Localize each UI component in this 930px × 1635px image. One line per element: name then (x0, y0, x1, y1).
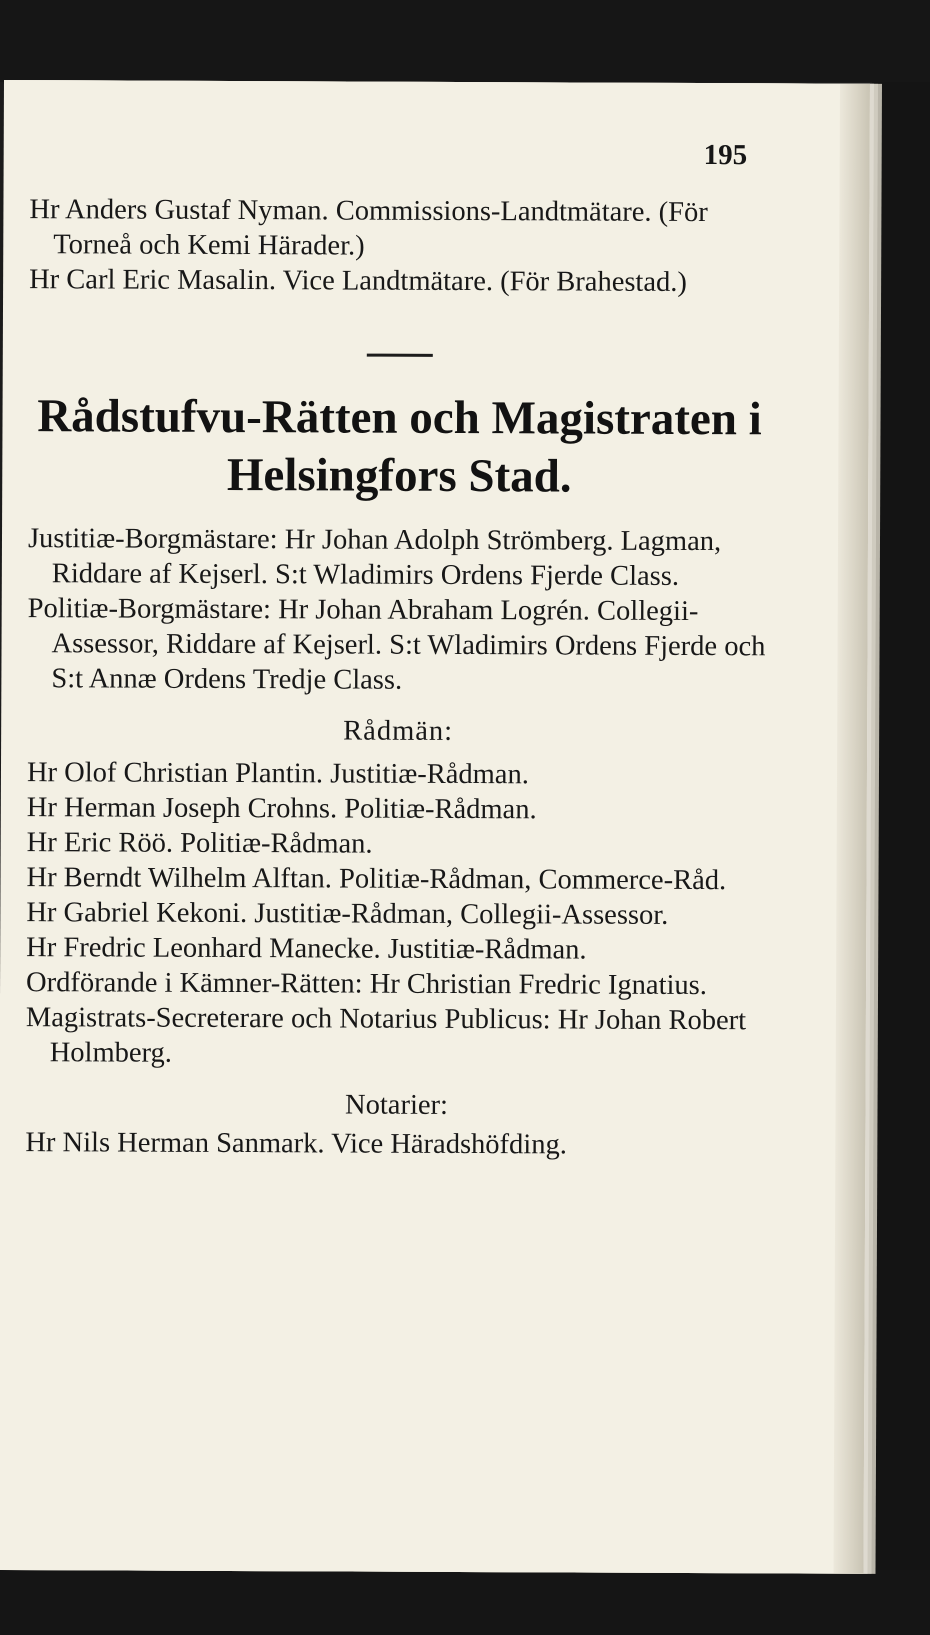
official-entry: Politiæ-Borgmästare: Hr Johan Abraham Logrén. Collegii-Assessor, Riddare af Kejserl. S:t Wladimirs Ordens Fjerde och S:t Annæ Ordens Tredje Class. (27, 593, 766, 696)
radman-entry: Hr Olof Christian Plantin. Justitiæ-Rådman. (26, 757, 529, 791)
radman-entry: Hr Herman Joseph Crohns. Politiæ-Rådman. (26, 792, 537, 826)
page-text (25, 192, 771, 1163)
scan-background-bottom (0, 1570, 930, 1635)
radman-entry: Hr Eric Röö. Politiæ-Rådman. (26, 827, 373, 860)
radman-heading: Rådmän: (343, 715, 454, 747)
radman-entry: Hr Berndt Wilhelm Alftan. Politiæ-Rådman, Commerce-Råd. (26, 862, 727, 897)
radman-entry: Magistrats-Secreterare och Notarius Publicus: Hr Johan Robert Holmberg. (25, 1002, 747, 1069)
official-entry: Justitiæ-Borgmästare: Hr Johan Adolph Strömberg. Lagman, Riddare af Kejserl. S:t Wladimirs Ordens Fjerde Class. (27, 523, 722, 592)
section-heading: Rådstufvu-Rätten och Magistraten i Helsingfors Stad. (37, 390, 762, 503)
radman-entry: Hr Fredric Leonhard Manecke. Justitiæ-Rådman. (26, 932, 587, 966)
scan-background-top (0, 0, 930, 82)
section-divider (367, 354, 433, 357)
scan-background-right (872, 82, 930, 1635)
radman-entry: Ordförande i Kämner-Rätten: Hr Christian Fredric Ignatius. (25, 967, 707, 1002)
page-edge (833, 84, 870, 1574)
intro-entry: Hr Carl Eric Masalin. Vice Landtmätare. (För Brahestad.) (29, 264, 687, 298)
radman-entry: Hr Gabriel Kekoni. Justitiæ-Rådman, Collegii-Assessor. (26, 897, 669, 931)
notarier-heading: Notarier: (345, 1089, 449, 1121)
book-page (0, 80, 870, 1574)
notarier-entry: Hr Nils Herman Sanmark. Vice Häradshöfding. (25, 1127, 567, 1161)
page-number: 195 (703, 139, 748, 172)
intro-entry: Hr Anders Gustaf Nyman. Commissions-Landtmätare. (För Torneå och Kemi Härader.) (29, 194, 708, 262)
